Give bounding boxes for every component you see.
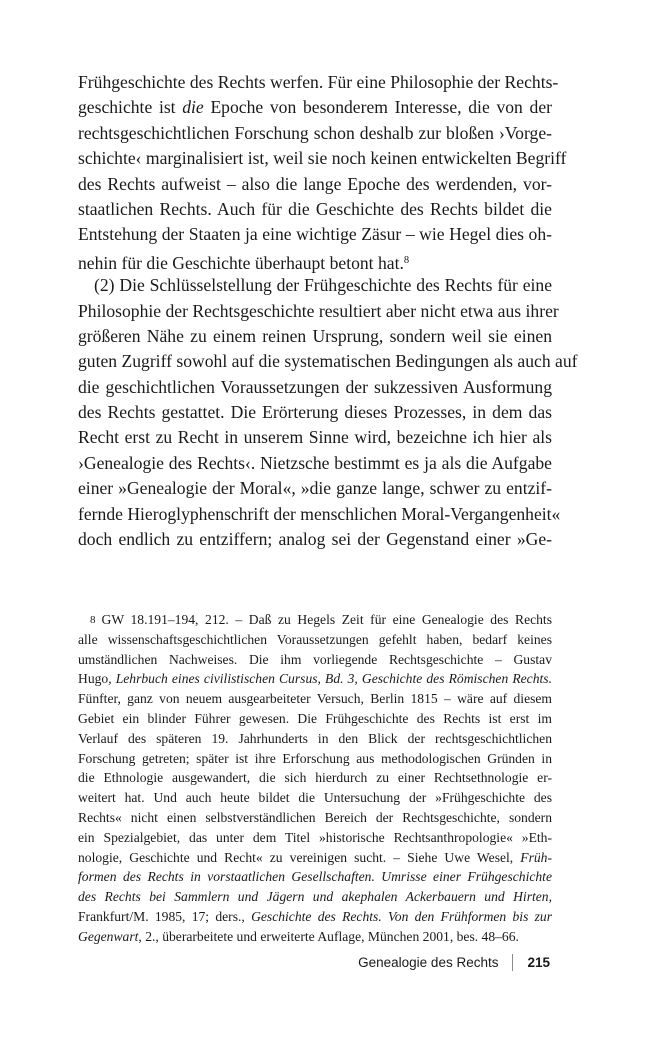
footnote-reference[interactable]: 8 [403, 254, 410, 266]
emphasis: die [182, 97, 204, 118]
title-italic: Früh- [520, 849, 552, 865]
footnote-line: nologie, Geschichte und Recht« zu vereinigen sucht. – Siehe Uwe Wesel, Früh- [78, 849, 552, 865]
text-line: einer »Genealogie der Moral«, »die ganze lange, schwer zu entzif- [78, 478, 552, 499]
page-footer [358, 951, 550, 973]
text-line: rechtsgeschichtlichen Forschung schon deshalb zur bloßen ›Vorge- [78, 122, 552, 143]
main-text [78, 70, 578, 552]
title-italic: formen des Rechts in vorstaatlichen Gesellschaften. Umrisse einer Frühgeschichte [78, 869, 552, 885]
title-italic: Lehrbuch eines civilistischen Cursus, Bd. 3, Geschichte des Römischen Rechts. [115, 671, 552, 687]
text-line [78, 95, 552, 120]
footnote-line: ein Spezialgebiet, das unter dem Titel »historische Rechtsanthropologie« »Eth- [78, 829, 552, 845]
text-line: größeren Nähe zu einem reinen Ursprung, sondern weil sie einen [78, 325, 552, 346]
title-italic: Gegenwart [78, 928, 139, 944]
text-line-content: geschichte ist die Epoche von besonderem Interesse, die von der [78, 97, 552, 118]
footnote-line: umständlichen Nachweises. Die ihm vorliegende Rechtsgeschichte – Gustav [78, 651, 552, 667]
text-line: fernde Hieroglyphenschrift der menschlichen Moral-Vergangenheit« [78, 503, 561, 524]
text-line: des Rechts aufweist – also die lange Epoche des werdenden, vor- [78, 173, 552, 194]
text-line: doch endlich zu entziffern; analog sei der Gegenstand einer »Ge- [78, 529, 552, 550]
footnote-line: die Ethnologie ausgewandert, die sich hierdurch zu einer Rechtsethnologie er- [78, 770, 552, 786]
footnote-line: Hugo, Lehrbuch eines civilistischen Cursus, Bd. 3, Geschichte des Römischen Rechts. [78, 671, 552, 687]
footnote-line: Frankfurt/M. 1985, 17; ders., Geschichte des Rechts. Von den Frühformen bis zur [78, 908, 552, 924]
text-line: Frühgeschichte des Rechts werfen. Für eine Philosophie der Rechts- [78, 72, 559, 92]
footnote-line: Verlauf des späteren 19. Jahrhunderts in den Blick der rechtsgeschichtlichen [78, 730, 552, 746]
footnote-line [78, 610, 552, 630]
footnote-line [78, 887, 552, 907]
text-line: (2) Die Schlüsselstellung der Frühgeschichte des Rechts für eine [94, 275, 552, 296]
text-line [78, 248, 552, 273]
footnote-line: Gebiet ein blinder Führer gewesen. Die Frühgeschichte des Rechts ist erst im [78, 710, 552, 726]
text-line-content: nehin für die Geschichte überhaupt betont hat. [78, 252, 404, 273]
text-line: die geschichtlichen Voraussetzungen der sukzessiven Ausformung [78, 376, 552, 397]
title-italic: Geschichte des Rechts. Von den Frühformen bis zur [251, 908, 552, 924]
footnote-number: 8 [90, 614, 96, 626]
footnote-line: alle wissenschaftsgeschichtlichen Voraussetzungen gefehlt haben, bedarf keines [78, 631, 552, 647]
footnote-line: Rechts« nicht einen selbstverständlichen Bereich der Rechtsgeschichte, sondern [78, 809, 552, 825]
footnote [78, 610, 552, 947]
footnote-line: Fünfter, ganz von neuem ausgearbeiteter Versuch, Berlin 1815 – wäre auf diesem [78, 691, 552, 707]
footnote-line: Gegenwart, 2., überarbeitete und erweiterte Auflage, München 2001, bes. 48–66. [78, 928, 519, 944]
footer-divider [512, 954, 513, 971]
title-italic: des Rechts bei Sammlern und Jägern und akephalen Ackerbauern und Hirten, [78, 889, 552, 905]
text-line: Entstehung der Staaten ja eine wichtige Zäsur – wie Hegel dies oh- [78, 224, 552, 245]
text-line: staatlichen Rechts. Auch für die Geschichte des Rechts bildet die [78, 198, 552, 219]
text-line: ›Genealogie des Rechts‹. Nietzsche bestimmt es ja als die Aufgabe [78, 452, 552, 473]
text-line: des Rechts gestattet. Die Erörterung dieses Prozesses, in dem das [78, 402, 552, 423]
footnote-line [78, 867, 552, 887]
text-line: guten Zugriff sowohl auf die systematischen Bedingungen als auch auf [78, 351, 578, 372]
page-number: 215 [527, 954, 550, 970]
running-title: Genealogie des Rechts [358, 954, 499, 970]
text-line: Philosophie der Rechtsgeschichte resultiert aber nicht etwa aus ihrer [78, 300, 559, 321]
text-line: Recht erst zu Recht in unserem Sinne wird, bezeichne ich hier als [78, 427, 552, 448]
footnote-line-content: GW 18.191–194, 212. – Daß zu Hegels Zeit für eine Genealogie des Rechts [101, 612, 552, 627]
footnote-line: weitert hat. Und auch heute bildet die Untersuchung der »Frühgeschichte des [78, 790, 552, 806]
footnote-line: Forschung getreten; später ist ihre Erforschung aus methodologischen Gründen in [78, 750, 552, 766]
text-line: schichte‹ marginalisiert ist, weil sie noch keinen entwickelten Begriff [78, 148, 567, 169]
